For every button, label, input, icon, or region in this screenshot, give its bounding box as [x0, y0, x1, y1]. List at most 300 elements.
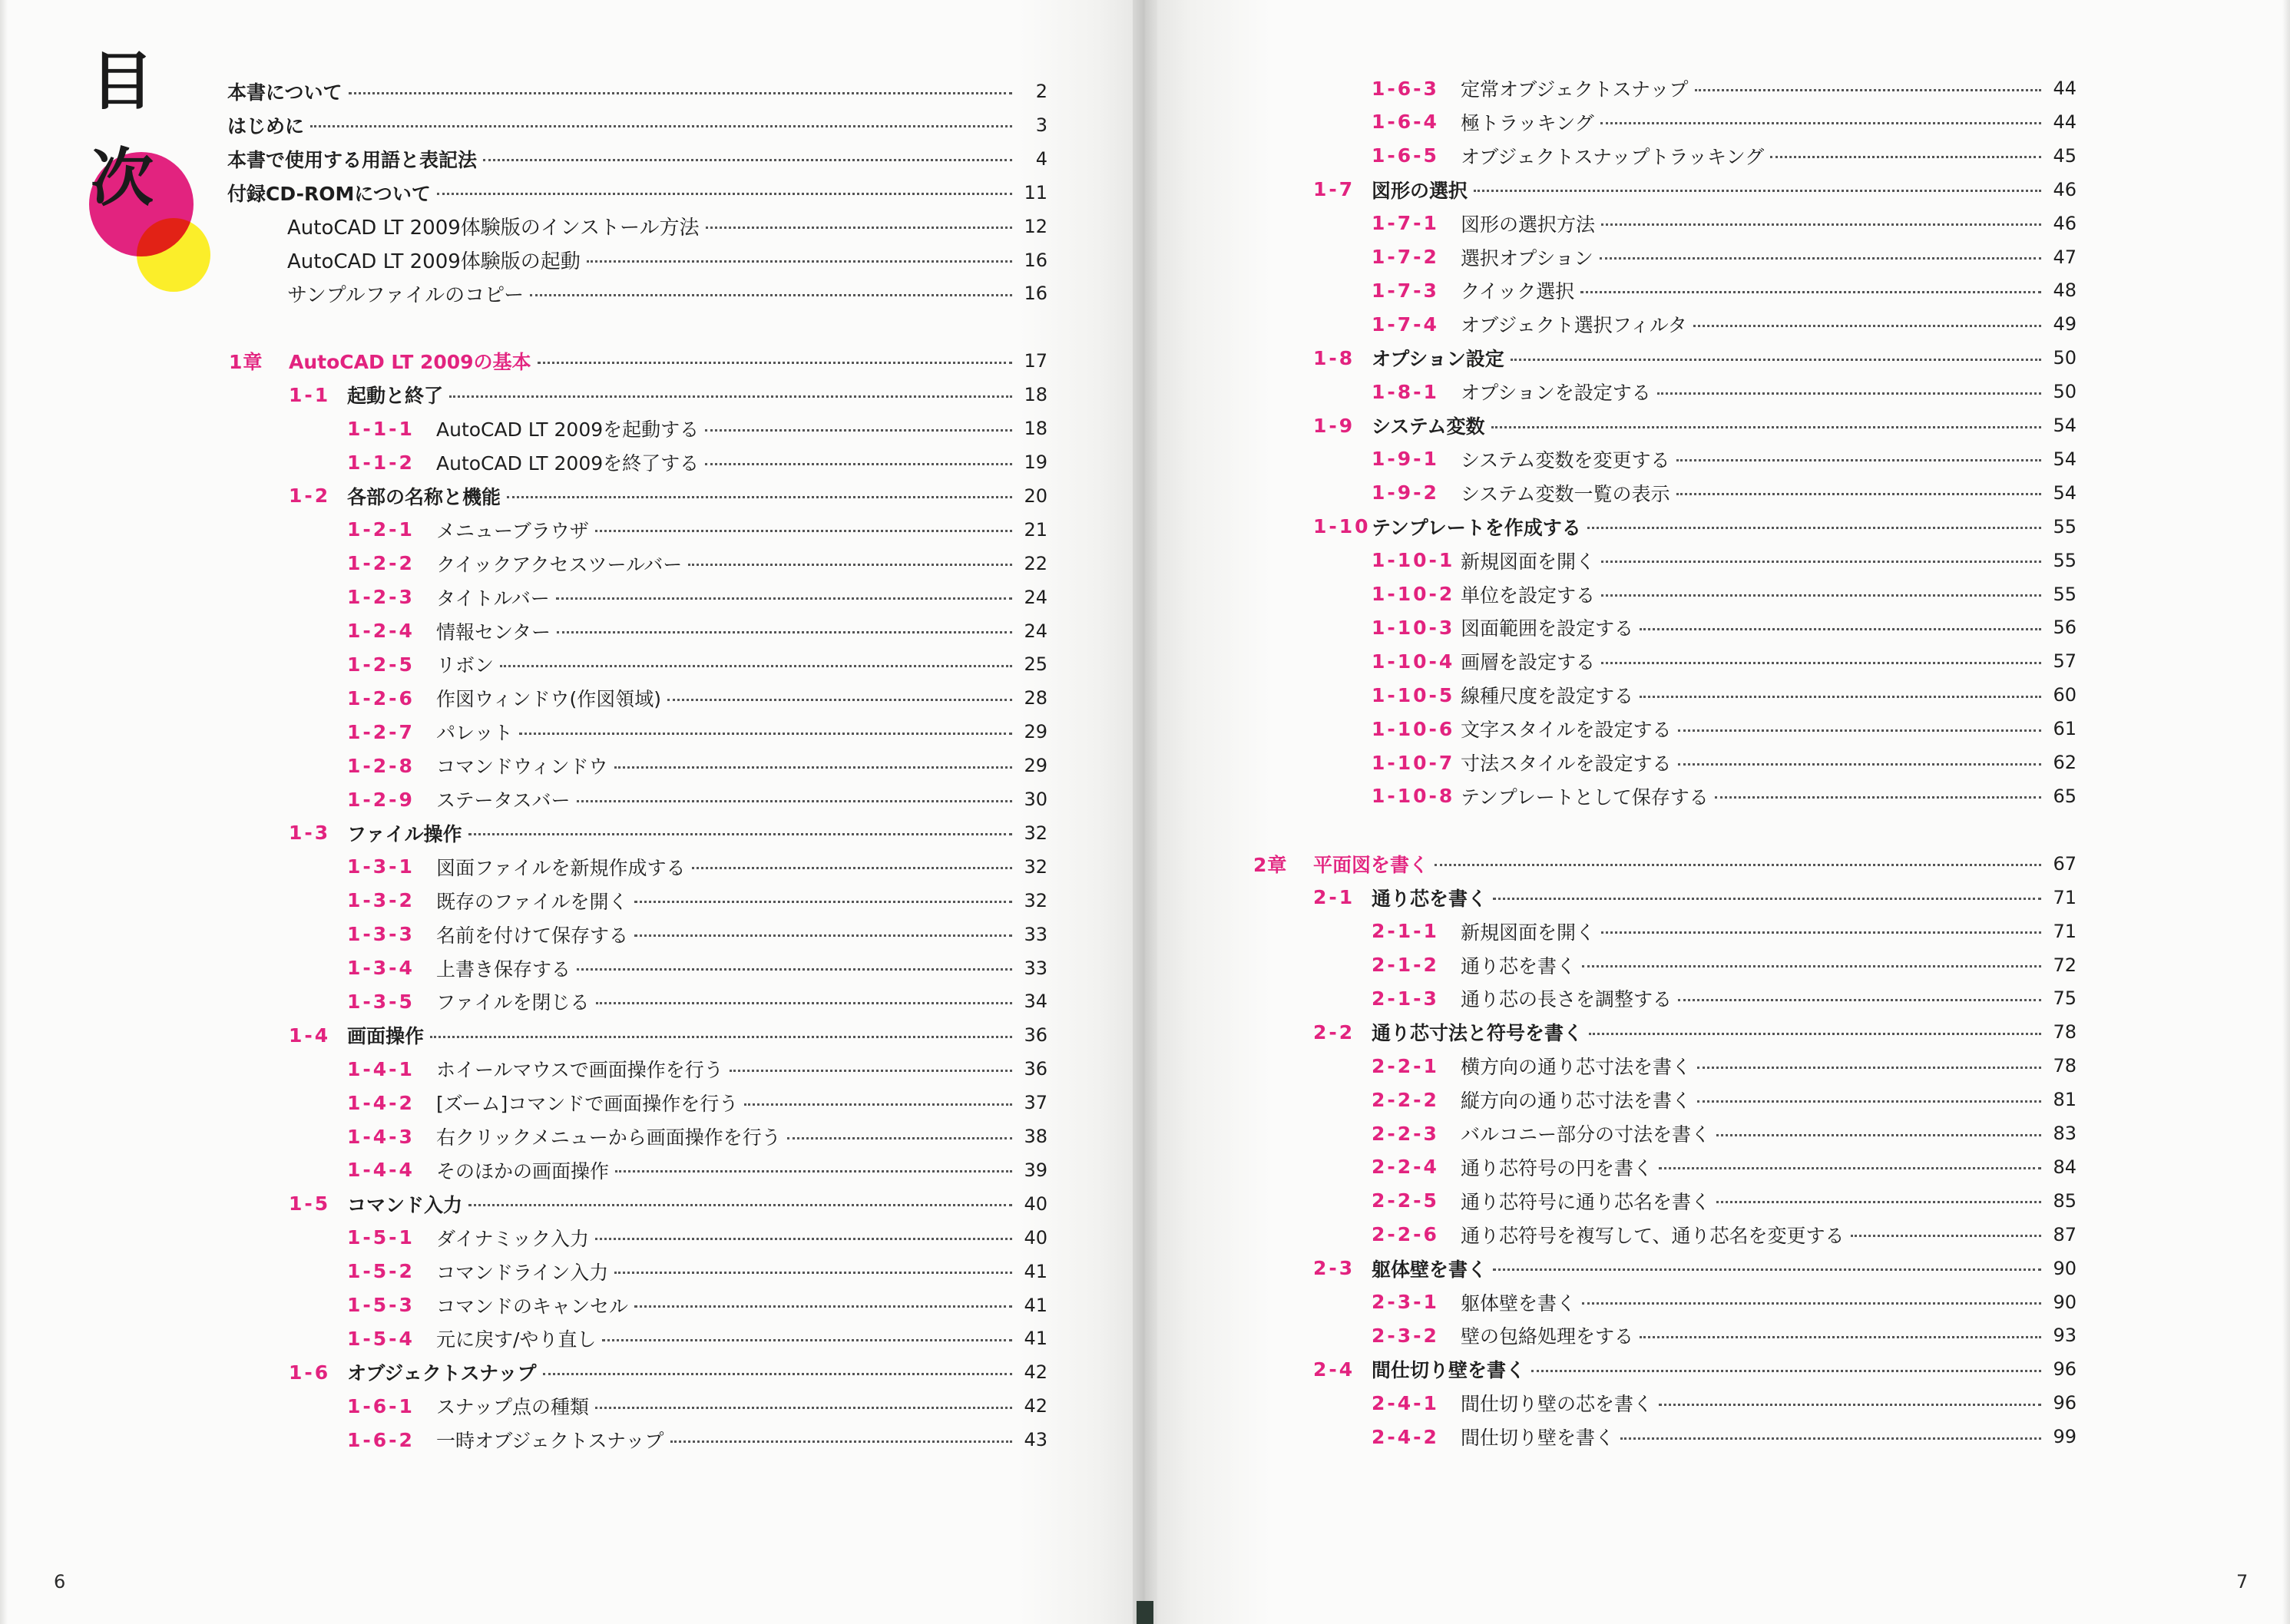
toc-page-number: 56	[2053, 617, 2077, 639]
toc-subsection	[1372, 613, 2077, 642]
toc-page-number: 55	[2053, 583, 2077, 605]
toc-page-number: 28	[1024, 687, 1047, 709]
toc-page-number: 57	[2053, 650, 2077, 673]
toc-page-number: 18	[1024, 418, 1047, 440]
dot-leader	[556, 597, 1012, 600]
dot-leader	[1582, 965, 2041, 967]
toc-title: コマンドライン入力	[436, 1261, 609, 1284]
dot-leader	[1493, 898, 2041, 900]
toc-number: 1-5	[289, 1192, 331, 1216]
toc-title: 縦方向の通り芯寸法を書く	[1461, 1090, 1692, 1113]
dot-leader	[1640, 696, 2041, 698]
dot-leader	[1587, 527, 2041, 529]
dot-leader	[577, 968, 1012, 971]
toc-number: 2-4	[1313, 1358, 1355, 1381]
toc-page-number: 37	[1024, 1092, 1047, 1114]
dot-leader	[468, 833, 1012, 835]
dot-leader	[1695, 89, 2041, 91]
toc-title: ファイルを閉じる	[436, 991, 590, 1014]
toc-number: 2-2-1	[1372, 1054, 1439, 1077]
toc-number: 1-10-1	[1372, 549, 1455, 572]
toc-title: AutoCAD LT 2009を終了する	[436, 452, 700, 475]
dot-leader	[430, 1036, 1012, 1038]
toc-subsection	[1372, 680, 2077, 709]
toc-title: クイック選択	[1461, 280, 1575, 303]
toc-subsection	[1372, 1220, 2077, 1249]
toc-page-number: 55	[2053, 549, 2077, 571]
toc-page-number: 72	[2053, 954, 2077, 976]
toc-number: 1-3	[289, 822, 331, 845]
dot-leader	[1678, 763, 2041, 766]
toc-page-number: 65	[2053, 785, 2077, 807]
toc-title: システム変数	[1372, 415, 1485, 438]
toc-title: 右クリックメニューから画面操作を行う	[436, 1126, 781, 1149]
left-edge	[0, 0, 8, 1624]
toc-title: 新規図面を開く	[1461, 921, 1596, 944]
dot-leader	[587, 260, 1012, 263]
dot-leader	[1770, 156, 2041, 158]
dot-leader	[787, 1137, 1012, 1139]
dot-leader	[1676, 493, 2041, 495]
toc-number: 1-10	[1313, 515, 1371, 538]
dot-leader	[449, 395, 1012, 398]
toc-number: 1-7-3	[1372, 279, 1439, 302]
dot-leader	[1657, 392, 2041, 395]
toc-page-number: 24	[1024, 586, 1047, 608]
toc-title: スナップ点の種類	[436, 1396, 590, 1419]
toc-page-number: 90	[2053, 1257, 2077, 1279]
toc-page-number: 41	[1024, 1260, 1047, 1282]
toc-subsection	[347, 617, 1047, 646]
toc-page-number: 40	[1024, 1192, 1047, 1215]
toc-page-number: 71	[2053, 886, 2077, 908]
toc-page-number: 22	[1024, 552, 1047, 574]
toc-number: 2-1	[1313, 886, 1355, 909]
toc-page-number: 75	[2053, 987, 2077, 1010]
toc-number: 1-3-2	[347, 889, 415, 912]
toc-number: 1-5-2	[347, 1260, 415, 1283]
toc-section	[289, 1189, 1047, 1219]
toc-page-number: 78	[2053, 1055, 2077, 1077]
toc-section	[1313, 175, 2077, 204]
toc-number: 1-7-2	[1372, 246, 1439, 268]
toc-title: オブジェクトスナップトラッキング	[1461, 145, 1765, 168]
toc-title: 新規図面を開く	[1461, 550, 1596, 573]
toc-page-number: 42	[1024, 1361, 1047, 1384]
toc-page-number: 96	[2053, 1392, 2077, 1414]
toc-page-number: 61	[2053, 718, 2077, 740]
toc-title: システム変数一覧の表示	[1461, 482, 1670, 505]
toc-page-number: 40	[1024, 1226, 1047, 1249]
dot-leader	[1493, 1268, 2041, 1271]
toc-subsection	[1372, 445, 2077, 474]
toc-subsection	[347, 1324, 1047, 1353]
toc-subsection	[347, 583, 1047, 612]
dot-leader	[1640, 1336, 2041, 1338]
dot-leader	[1580, 291, 2041, 293]
toc-title: 躯体壁を書く	[1461, 1292, 1577, 1315]
toc-title: 壁の包絡処理をする	[1461, 1325, 1634, 1348]
dot-leader	[1659, 1404, 2041, 1406]
dot-leader	[1715, 796, 2041, 799]
dot-leader	[706, 227, 1012, 229]
dot-leader	[634, 901, 1012, 903]
toc-section	[1313, 343, 2077, 372]
toc-page-number: 49	[2053, 313, 2077, 336]
dot-leader	[615, 1170, 1012, 1173]
toc-page-number: 33	[1024, 923, 1047, 945]
toc-number: 2-1-3	[1372, 987, 1439, 1010]
toc-number: 2-1-1	[1372, 920, 1439, 943]
toc-title: 図面ファイルを新規作成する	[436, 856, 686, 879]
toc-page-number: 4	[1035, 147, 1047, 170]
toc-title: 文字スタイルを設定する	[1461, 719, 1672, 742]
dot-leader	[602, 1339, 1012, 1341]
yellow-circle-decoration	[137, 218, 210, 292]
toc-page-number: 41	[1024, 1328, 1047, 1350]
toc-number: 2-2-4	[1372, 1156, 1439, 1179]
toc-subsection	[1372, 107, 2077, 137]
toc-page-number: 2	[1035, 81, 1047, 102]
toc-title: 間仕切り壁の芯を書く	[1461, 1393, 1653, 1416]
toc-title: 付録CD-ROMについて	[227, 182, 431, 205]
dot-leader	[614, 1272, 1012, 1274]
dot-leader	[349, 92, 1012, 94]
toc-number: 1-8-1	[1372, 380, 1439, 403]
toc-title: 選択オプション	[1461, 246, 1593, 270]
toc-subsection	[1372, 209, 2077, 238]
toc-page-number: 44	[2053, 78, 2077, 99]
toc-title: そのほかの画面操作	[436, 1159, 610, 1182]
toc-subsection	[347, 1156, 1047, 1185]
toc-page-number: 29	[1024, 755, 1047, 777]
toc-front-subitem	[287, 246, 1047, 275]
toc-title: 単位を設定する	[1461, 584, 1596, 607]
toc-number: 2-2-5	[1372, 1189, 1439, 1212]
page-number-right: 7	[2236, 1571, 2249, 1593]
dot-leader	[1678, 729, 2041, 732]
toc-number: 1-2-6	[347, 686, 415, 709]
toc-front-item	[227, 111, 1047, 140]
toc-title: メニューブラウザ	[436, 519, 589, 542]
toc-subsection	[347, 1088, 1047, 1117]
toc-subsection	[347, 886, 1047, 915]
toc-title: テンプレートを作成する	[1372, 516, 1581, 539]
toc-title: 横方向の通り芯寸法を書く	[1461, 1056, 1692, 1079]
toc-title: 通り芯符号に通り芯名を書く	[1461, 1190, 1711, 1213]
dot-leader	[1640, 628, 2041, 630]
toc-page-number: 44	[2053, 111, 2077, 133]
dot-leader	[500, 665, 1012, 667]
dot-leader	[1693, 325, 2041, 327]
toc-subsection	[347, 650, 1047, 679]
dot-leader	[1601, 594, 2041, 597]
toc-title: 間仕切り壁を書く	[1461, 1427, 1615, 1450]
toc-subsection	[347, 1257, 1047, 1286]
toc-page-number: 54	[2053, 448, 2077, 470]
toc-number: 1-6	[289, 1361, 331, 1384]
toc-subsection	[1372, 1288, 2077, 1317]
toc-subsection	[347, 1391, 1047, 1421]
toc-page-number: 16	[1024, 283, 1047, 305]
toc-title: 名前を付けて保存する	[436, 924, 629, 947]
toc-number: 1-2-7	[347, 720, 415, 743]
dot-leader	[519, 733, 1012, 735]
toc-title: パレット	[436, 722, 513, 745]
toc-subsection	[1372, 1119, 2077, 1148]
toc-page-number: 46	[2053, 212, 2077, 234]
toc-number: 1-5-4	[347, 1327, 415, 1350]
toc-title: リボン	[436, 654, 495, 677]
toc-title: タイトルバー	[436, 587, 550, 610]
toc-number: 1-4-1	[347, 1057, 415, 1080]
toc-page-number: 39	[1024, 1159, 1047, 1181]
toc-page-number: 84	[2053, 1156, 2077, 1178]
dot-leader	[1491, 426, 2041, 428]
toc-number: 1-2-2	[347, 552, 415, 575]
toc-number: 1-10-4	[1372, 650, 1455, 673]
toc-section	[289, 819, 1047, 848]
toc-title: 各部の名称と機能	[347, 485, 501, 508]
toc-number: 1-8	[1313, 346, 1355, 369]
toc-number: 1-3-4	[347, 957, 415, 979]
toc-subsection	[347, 1054, 1047, 1083]
toc-section	[1313, 883, 2077, 912]
toc-title: テンプレートとして保存する	[1461, 786, 1709, 809]
toc-title: コマンドのキャンセル	[436, 1295, 629, 1318]
toc-number: 2-2-3	[1372, 1122, 1439, 1145]
toc-title: 極トラッキング	[1461, 111, 1594, 134]
toc-title: 本書について	[227, 81, 343, 104]
dot-leader	[634, 1305, 1012, 1308]
toc-page-number: 99	[2053, 1426, 2077, 1448]
toc-title: クイックアクセスツールバー	[436, 553, 683, 576]
dot-leader	[1600, 122, 2041, 124]
toc-number: 2-2-6	[1372, 1223, 1439, 1246]
dot-leader	[577, 800, 1012, 802]
toc-number: 2-4-1	[1372, 1391, 1439, 1414]
toc-subsection	[347, 515, 1047, 544]
toc-subsection	[347, 1122, 1047, 1151]
toc-section	[1313, 1254, 2077, 1283]
toc-number: 2-3-2	[1372, 1324, 1439, 1347]
dot-leader	[744, 1103, 1012, 1106]
toc-number: 1-3-5	[347, 990, 415, 1013]
toc-page-number: 90	[2053, 1291, 2077, 1313]
toc-subsection	[1372, 74, 2077, 103]
dot-leader	[667, 699, 1012, 701]
toc-title: 通り芯符号を複写して、通り芯名を変更する	[1461, 1224, 1845, 1247]
toc-subsection	[347, 751, 1047, 780]
dot-leader	[1851, 1235, 2041, 1237]
toc-subsection	[1372, 141, 2077, 170]
toc-subsection	[1372, 714, 2077, 743]
toc-subsection	[1372, 546, 2077, 575]
toc-number: 1-9	[1313, 414, 1355, 437]
toc-number: 1-10-6	[1372, 717, 1455, 740]
toc-title: AutoCAD LT 2009体験版の起動	[287, 250, 581, 273]
toc-title: 定常オブジェクトスナップ	[1461, 78, 1689, 101]
dot-leader	[310, 125, 1012, 127]
toc-page-number: 78	[2053, 1021, 2077, 1044]
dot-leader	[1697, 1067, 2041, 1069]
heading-char-2: 次	[91, 142, 154, 215]
toc-subsection	[1372, 478, 2077, 508]
toc-number: 1-10-7	[1372, 751, 1455, 774]
dot-leader	[1716, 1134, 2041, 1136]
toc-title: ステータスバー	[436, 789, 571, 812]
toc-number: 1-2-9	[347, 788, 415, 811]
toc-page-number: 43	[1024, 1429, 1047, 1451]
dot-leader	[705, 463, 1012, 465]
toc-number: 1-9-1	[1372, 448, 1439, 471]
toc-title: 線種尺度を設定する	[1461, 685, 1634, 708]
toc-page-number: 60	[2053, 684, 2077, 706]
dot-leader	[688, 564, 1012, 566]
toc-section	[1313, 512, 2077, 541]
toc-section	[289, 1020, 1047, 1050]
toc-subsection	[1372, 243, 2077, 272]
toc-subsection	[347, 785, 1047, 814]
toc-number: 1-6-1	[347, 1394, 415, 1417]
page-number-left: 6	[54, 1571, 66, 1593]
toc-subsection	[347, 683, 1047, 713]
dot-leader	[1474, 190, 2041, 192]
toc-front-item	[227, 77, 1047, 106]
toc-page-number: 30	[1024, 789, 1047, 810]
toc-subsection	[1372, 1388, 2077, 1417]
toc-page-number: 25	[1024, 653, 1047, 676]
dot-leader	[483, 159, 1012, 161]
toc-subsection	[1372, 748, 2077, 777]
book-gutter	[1133, 0, 1157, 1624]
toc-number: 1-4-4	[347, 1159, 415, 1182]
toc-number: 1-5-1	[347, 1226, 415, 1249]
dot-leader	[692, 867, 1012, 869]
toc-page-number: 85	[2053, 1189, 2077, 1212]
toc-page-number: 42	[1024, 1395, 1047, 1417]
toc-number: 1-1-2	[347, 451, 415, 474]
toc-title: 躯体壁を書く	[1372, 1258, 1488, 1281]
toc-subsection	[1372, 276, 2077, 305]
dot-leader	[614, 766, 1012, 769]
toc-section	[289, 1358, 1047, 1387]
toc-page-number: 3	[1035, 114, 1047, 136]
dot-leader	[1676, 459, 2041, 461]
toc-section	[1313, 1017, 2077, 1047]
dot-leader	[1511, 359, 2041, 361]
toc-title: 通り芯符号の円を書く	[1461, 1156, 1653, 1179]
toc-title: ホイールマウスで画面操作を行う	[436, 1059, 723, 1082]
toc-subsection	[347, 414, 1047, 443]
toc-page-number: 48	[2053, 279, 2077, 302]
toc-number: 2-4-2	[1372, 1425, 1439, 1448]
toc-number: 2-2	[1313, 1020, 1355, 1044]
dot-leader	[595, 1407, 1012, 1409]
toc-page-number: 55	[2053, 515, 2077, 537]
toc-number: 1-6-3	[1372, 77, 1439, 100]
toc-page-number: 11	[1024, 181, 1047, 203]
dot-leader	[1601, 561, 2041, 563]
toc-number: 1-7	[1313, 178, 1355, 201]
toc-number: 1-5-3	[347, 1294, 415, 1316]
toc-page-number: 32	[1024, 889, 1047, 911]
toc-page-number: 67	[2053, 852, 2077, 875]
toc-page-number: 32	[1024, 855, 1047, 878]
toc-title: 通り芯の長さを調整する	[1461, 988, 1673, 1011]
toc-title: 既存のファイルを開く	[436, 890, 628, 913]
toc-title: 図形の選択	[1372, 179, 1468, 202]
toc-subsection	[1372, 1321, 2077, 1350]
toc-number: 1-9-2	[1372, 481, 1439, 504]
toc-title: 通り芯寸法と符号を書く	[1372, 1022, 1583, 1045]
toc-number: 1-2-3	[347, 586, 415, 609]
toc-front-item	[227, 178, 1047, 207]
toc-page-number: 93	[2053, 1325, 2077, 1347]
toc-page-number: 45	[2053, 144, 2077, 167]
toc-title: AutoCAD LT 2009の基本	[289, 351, 531, 374]
toc-subsection	[1372, 1186, 2077, 1216]
toc-number: 1-2	[289, 485, 331, 508]
dot-leader	[530, 294, 1012, 296]
toc-subsection	[1372, 782, 2077, 811]
toc-title: オブジェクトスナップ	[347, 1362, 537, 1385]
dot-leader	[595, 530, 1012, 532]
toc-title: 通り芯を書く	[1461, 954, 1577, 977]
dot-leader	[1678, 999, 2041, 1001]
dot-leader	[595, 1238, 1012, 1240]
toc-page-number: 62	[2053, 752, 2077, 773]
toc-number: 1-6-2	[347, 1428, 415, 1451]
toc-subsection	[347, 1223, 1047, 1252]
toc-page-number: 50	[2053, 381, 2077, 403]
toc-section	[1313, 1354, 2077, 1384]
right-edge	[2282, 0, 2290, 1624]
toc-subsection	[1372, 1051, 2077, 1080]
toc-subsection	[1372, 984, 2077, 1013]
dot-leader	[1620, 1437, 2041, 1440]
toc-number: 1-7-1	[1372, 212, 1439, 235]
dot-leader	[1589, 1033, 2041, 1035]
toc-title: 起動と終了	[347, 385, 444, 408]
toc-title: コマンド入力	[347, 1193, 463, 1216]
toc-title: 通り芯を書く	[1372, 887, 1488, 910]
toc-title: サンプルファイルのコピー	[287, 283, 525, 307]
toc-title: ダイナミック入力	[436, 1227, 590, 1250]
toc-page-number: 96	[2053, 1358, 2077, 1381]
toc-title: AutoCAD LT 2009を起動する	[436, 418, 700, 442]
toc-page-number: 29	[1024, 721, 1047, 743]
toc-number: 1-6-5	[1372, 144, 1439, 167]
toc-section	[289, 380, 1047, 409]
dot-leader	[1601, 931, 2041, 934]
dot-leader	[705, 429, 1012, 432]
dot-leader	[670, 1440, 1012, 1443]
toc-title: バルコニー部分の寸法を書く	[1461, 1123, 1711, 1146]
toc-title: AutoCAD LT 2009体験版のインストール方法	[287, 217, 700, 240]
toc-number: 1-1-1	[347, 417, 415, 440]
toc-page-number: 34	[1024, 991, 1047, 1013]
toc-title: 平面図を書く	[1313, 853, 1429, 876]
toc-page-number: 36	[1024, 1058, 1047, 1080]
toc-subsection	[347, 920, 1047, 949]
toc-title: オブジェクト選択フィルタ	[1461, 314, 1687, 337]
toc-subsection	[347, 717, 1047, 746]
toc-number: 1-3-3	[347, 923, 415, 946]
toc-chapter	[1253, 849, 2077, 878]
toc-page-number: 41	[1024, 1294, 1047, 1316]
toc-title: オプション設定	[1372, 348, 1504, 371]
